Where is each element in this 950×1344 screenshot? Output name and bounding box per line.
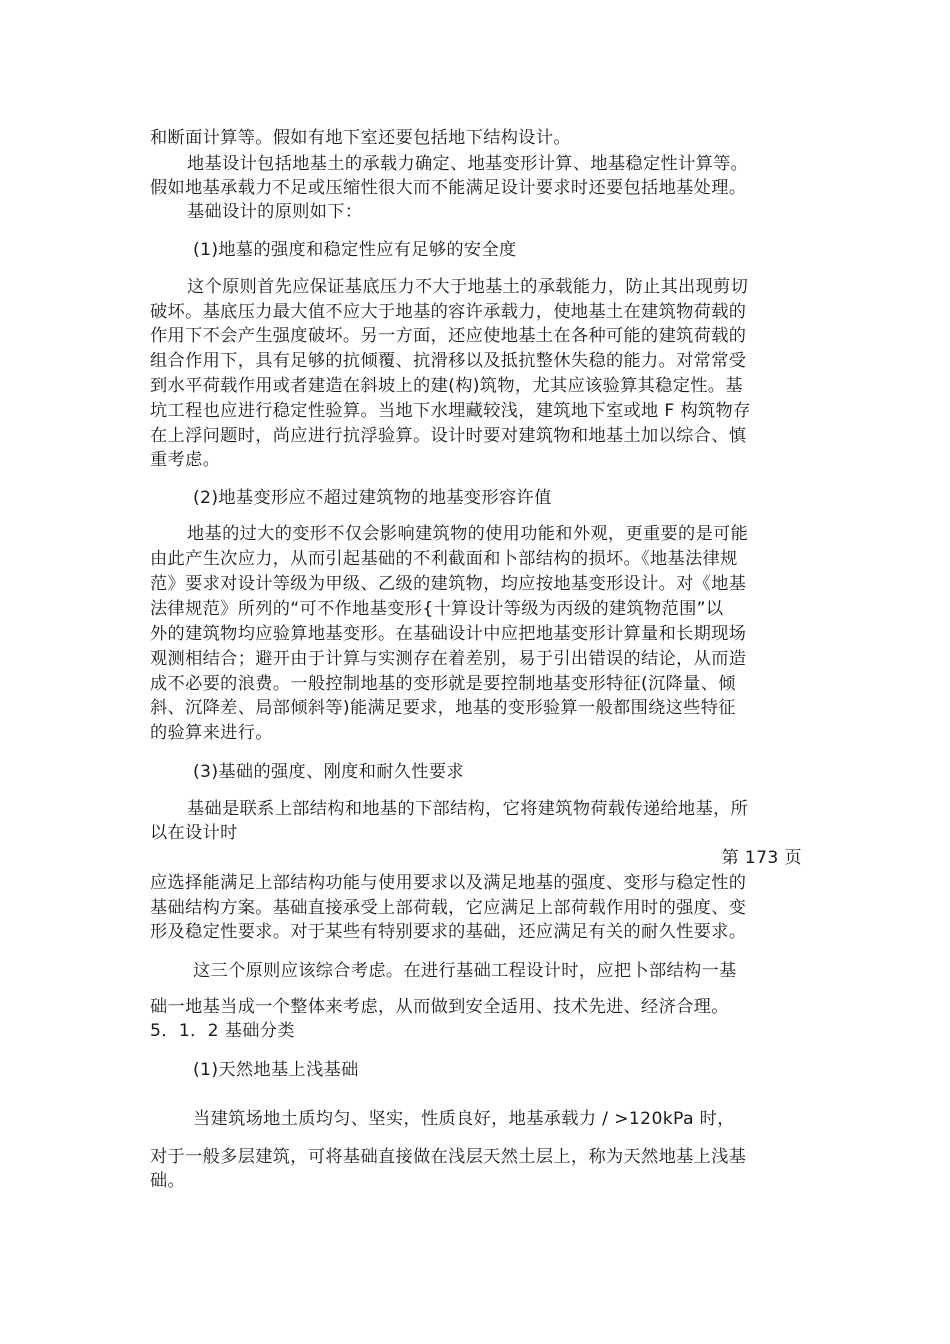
text-line: 范》要求对设计等级为甲级、乙级的建筑物，均应按地基变形设计。对《地基 [150, 574, 747, 594]
section-heading: 5．1．2 基础分类 [150, 1021, 295, 1041]
text-line: 破坏。基底压力最大值不应大于地基的容许承载力，使地基土在建筑物荷载的 [150, 302, 747, 322]
text-line: 在上浮问题时，尚应进行抗浮验算。设计时要对建筑物和地基土加以综合、慎 [150, 426, 747, 446]
text-line: 础。 [150, 1171, 186, 1191]
text-line: 基础是联系上部结构和地基的下部结构，它将建筑物荷载传递给地基，所 [187, 799, 749, 819]
text-line: 当建筑场地土质均匀、坚实，性质良好，地基承载力 / >120kPa 时， [193, 1109, 735, 1129]
text-line: 基础结构方案。基础直接承受上部荷载，它应满足上部荷载作用时的强度、变 [150, 898, 747, 918]
text-line: 成不必要的浪费。一般控制地基的变形就是要控制地基变形特征(沉降量、倾 [150, 674, 736, 694]
text-line: 到水平荷载作用或者建造在斜坡上的建(构)筑物，尤其应该验算其稳定性。基 [150, 376, 743, 396]
text-line: 础一地基当成一个整体来考虑，从而做到安全适用、技术先进、经济合理。 [150, 997, 729, 1017]
section-heading: (1)地墓的强度和稳定性应有足够的安全度 [193, 240, 517, 260]
text-line: 重考虑。 [150, 450, 221, 470]
text-line: 斜、沉降差、局部倾斜等)能满足要求，地基的变形验算一般都围绕这些特征 [150, 698, 736, 718]
text-line: 地基设计包括地基土的承载力确定、地基变形计算、地基稳定性计算等。 [187, 154, 749, 174]
text-line: 地基的过大的变形不仅会影响建筑物的使用功能和外观，更重要的是可能 [187, 524, 749, 544]
text-line: 的验算来进行。 [150, 723, 273, 743]
section-heading: (3)基础的强度、刚度和耐久性要求 [193, 762, 464, 782]
text-line: 作用下不会产生强度破坏。另一方面，还应使地基土在各种可能的建筑荷载的 [150, 326, 747, 346]
text-line: 对于一般多层建筑，可将基础直接做在浅层天然土层上，称为天然地基上浅基 [150, 1147, 747, 1167]
text-line: 这个原则首先应保证基底压力不大于地基土的承载能力，防止其出现剪切 [187, 277, 749, 297]
text-line: 以在设计时 [150, 823, 238, 843]
text-line: 假如地基承载力不足或压缩性很大而不能满足设计要求时还要包括地基处理。 [150, 178, 747, 198]
text-line: 基础设计的原则如下： [187, 202, 363, 222]
text-line: 坑工程也应进行稳定性验算。当地下水埋藏较浅，建筑地下室或地 F 构筑物存 [150, 401, 751, 421]
section-heading: (1)天然地基上浅基础 [193, 1060, 359, 1080]
text-line: 应选择能满足上部结构功能与使用要求以及满足地基的强度、变形与稳定性的 [150, 873, 747, 893]
text-line: 由此产生次应力，从而引起基础的不利截面和卜部结构的损坏。《地基法律规 [150, 549, 738, 569]
section-heading: (2)地基变形应不超过建筑物的地基变形容许值 [193, 488, 552, 508]
text-line: 和断面计算等。假如有地下室还要包括地下结构设计。 [150, 128, 571, 148]
text-line: 这三个原则应该综合考虑。在进行基础工程设计时，应把卜部结构一基 [193, 961, 737, 981]
text-line: 观测相结合；避开由于计算与实测存在着差别，易于引出错误的结论，从而造 [150, 649, 747, 669]
text-line: 法律规范》所列的“可不作地基变形{十算设计等级为丙级的建筑物范围”以 [150, 599, 724, 619]
text-line: 形及稳定性要求。对于某些有特别要求的基础，还应满足有关的耐久性要求。 [150, 922, 747, 942]
text-line: 组合作用下，具有足够的抗倾覆、抗滑移以及抵抗整休失稳的能力。对常常受 [150, 351, 747, 371]
text-line: 外的建筑物均应验算地基变形。在基础设计中应把地基变形计算量和长期现场 [150, 624, 747, 644]
page-number: 第 173 页 [721, 848, 802, 868]
